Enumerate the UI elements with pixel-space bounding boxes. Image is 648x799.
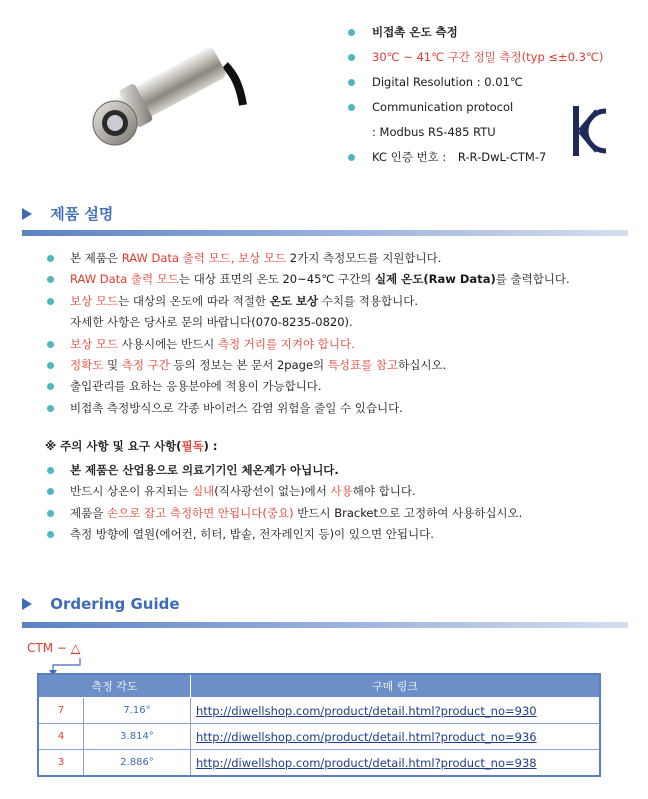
bullet-dot — [47, 383, 54, 390]
list-item: 반드시 상온이 유지되는 실내(직사광선이 없는)에서 사용해야 합니다. — [45, 481, 635, 502]
model-code: CTM − △ — [27, 641, 81, 655]
bullet-dot — [47, 298, 54, 305]
row-angle: 7.16° — [84, 698, 191, 724]
bullet-dot — [47, 488, 54, 495]
spec-resolution: Digital Resolution : 0.01℃ — [345, 70, 635, 95]
header-link: 구매 링크 — [191, 674, 601, 698]
row-angle: 2.886° — [84, 750, 191, 777]
bullet-dot — [47, 467, 54, 474]
list-item: 정확도 및 측정 구간 등의 정보는 본 문서 2page의 특성표를 참고하십시오. — [45, 355, 635, 376]
bullet-dot — [47, 341, 54, 348]
table-row — [38, 698, 600, 724]
table-row — [38, 724, 600, 750]
section-header-ordering: Ordering Guide — [22, 595, 180, 613]
purchase-link[interactable]: http://diwellshop.com/product/detail.html?product_no=936 — [191, 724, 601, 750]
section-divider — [22, 230, 628, 236]
bullet-dot — [47, 362, 54, 369]
table-header-row — [38, 674, 600, 698]
ordering-table — [37, 673, 601, 777]
bullet-dot — [47, 255, 54, 262]
bullet-dot — [348, 29, 355, 36]
bullet-dot — [348, 79, 355, 86]
spec-range: 30℃ ~ 41℃ 구간 정밀 측정(typ ≤±0.3℃) — [345, 45, 635, 70]
row-angle: 3.814° — [84, 724, 191, 750]
table-row — [38, 750, 600, 777]
product-photo — [75, 25, 255, 155]
bullet-dot — [47, 405, 54, 412]
section-header-description: 제품 설명 — [22, 203, 113, 224]
triangle-icon — [22, 598, 32, 610]
bullet-dot — [348, 54, 355, 61]
spec-protocol-detail: : Modbus RS-485 RTU — [372, 125, 496, 139]
spec-noncontact: 비접촉 온도 측정 — [345, 20, 635, 45]
bullet-dot — [47, 531, 54, 538]
purchase-link[interactable]: http://diwellshop.com/product/detail.html?product_no=930 — [191, 698, 601, 724]
bullet-dot — [47, 276, 54, 283]
row-code: 7 — [38, 698, 84, 724]
purchase-link[interactable]: http://diwellshop.com/product/detail.html?product_no=938 — [191, 750, 601, 777]
bullet-dot — [47, 510, 54, 517]
list-item: 제품을 손으로 잡고 측정하면 안됩니다(중요) 반드시 Bracket으로 고정하여 사용하십시오. — [45, 503, 635, 524]
header-angle: 측정 각도 — [38, 674, 191, 698]
kc-certification-mark — [570, 103, 610, 159]
notes-list — [45, 460, 635, 546]
notes-heading: ※ 주의 사항 및 요구 사항(필독) : — [45, 439, 218, 453]
bullet-dot — [348, 154, 355, 161]
spec-kc: KC 인증 번호 : R-R-DwL-CTM-7 — [345, 145, 635, 170]
spec-protocol: Communication protocol — [345, 95, 635, 120]
row-code: 4 — [38, 724, 84, 750]
section-divider — [22, 622, 628, 628]
list-item: 본 제품은 RAW Data 출력 모드, 보상 모드 2가지 측정모드를 지원합니다. — [45, 248, 635, 269]
list-item: 보상 모드는 대상의 온도에 따라 적절한 온도 보상 수치를 적용합니다. — [45, 291, 635, 312]
list-item: 측정 방향에 열원(에어컨, 히터, 밥솥, 전자레인지 등)이 있으면 안됩니다. — [45, 524, 635, 545]
bullet-dot — [348, 104, 355, 111]
list-item: 보상 모드 사용시에는 반드시 측정 거리를 지켜야 합니다. — [45, 334, 635, 355]
list-item: 출입관리를 요하는 응용분야에 적용이 가능합니다. — [45, 376, 635, 397]
row-code: 3 — [38, 750, 84, 777]
list-item: 비접촉 측정방식으로 각종 바이러스 감염 위험을 줄일 수 있습니다. — [45, 398, 635, 419]
description-list — [45, 248, 635, 419]
list-item: 본 제품은 산업용으로 의료기기인 체온계가 아닙니다. — [45, 460, 635, 481]
triangle-icon — [22, 208, 32, 220]
list-item: RAW Data 출력 모드는 대상 표면의 온도 20~45℃ 구간의 실제 온도(Raw Data)를 출력합니다. — [45, 269, 635, 290]
list-item-continuation: 자세한 사항은 당사로 문의 바랍니다(070-8235-0820). — [70, 315, 353, 330]
